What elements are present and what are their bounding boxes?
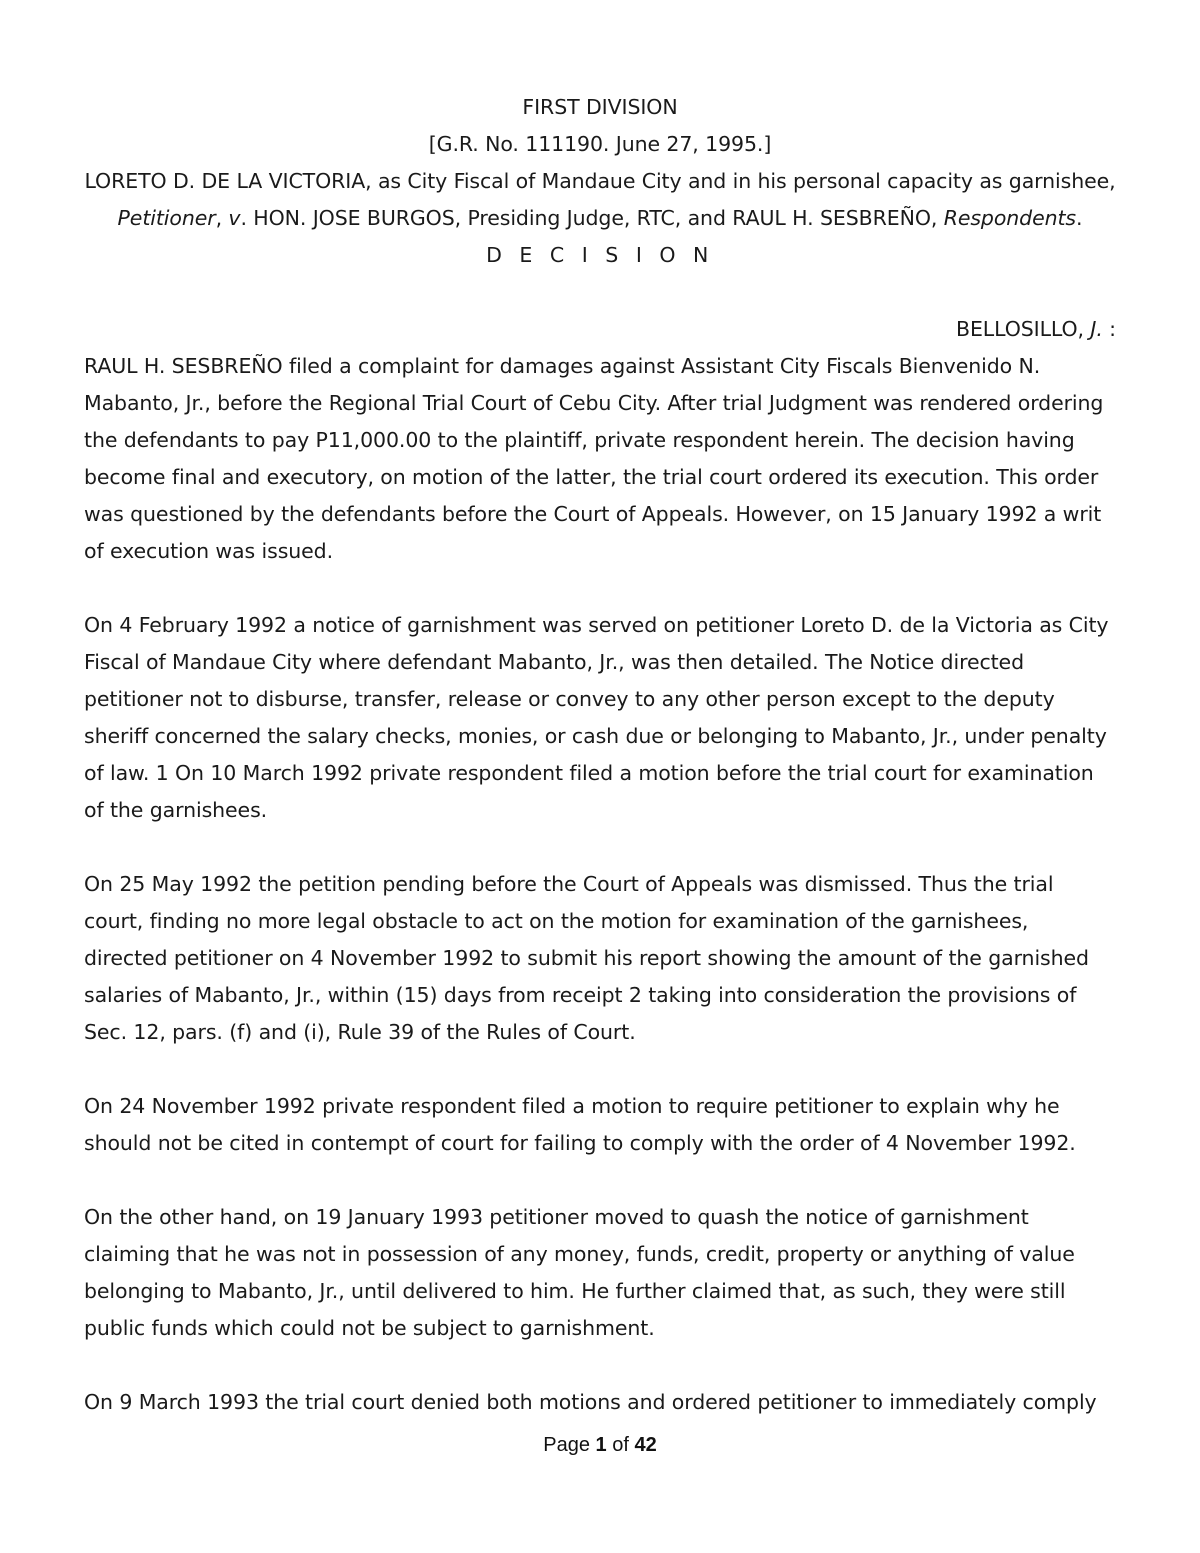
decision-title: D E C I S I O N	[486, 243, 714, 267]
versus-label: v	[228, 206, 241, 230]
ponente-title: J.	[1090, 317, 1103, 341]
ponente-line	[84, 311, 1116, 348]
case-parties	[84, 163, 1116, 237]
ponente-name: BELLOSILLO,	[955, 317, 1091, 341]
of-word: of	[606, 1434, 635, 1456]
current-page-number: 1	[595, 1434, 607, 1456]
paragraph: On 24 November 1992 private respondent filed a motion to require petitioner to explain why he should not be cited in contempt of court for failing to comply with the order of 4 November 1992.	[84, 1094, 1076, 1155]
parties-text-2: . HON. JOSE BURGOS, Presiding Judge, RTC, and RAUL H. SESBREÑO,	[240, 206, 944, 230]
case-header	[84, 89, 1116, 274]
page-footer	[0, 1432, 1200, 1458]
petitioner-label: Petitioner	[117, 206, 216, 230]
decision-body	[84, 348, 1116, 1421]
parties-text-1: LORETO D. DE LA VICTORIA, as City Fiscal of Mandaue City and in his personal capacity as garnishee,	[84, 169, 1116, 193]
respondents-label: Respondents	[943, 206, 1077, 230]
page-word: Page	[543, 1434, 596, 1456]
paragraph: On 25 May 1992 the petition pending before the Court of Appeals was dismissed. Thus the trial court, finding no more legal obstacle to act on the motion for examination of the garnishees, directed petitioner on 4 November 1992 to submit his report showing the amount of the garnished salaries of Mabanto, Jr., within (15) days from receipt 2 taking into consideration the provisions of Sec. 12, pars. (f) and (i), Rule 39 of the Rules of Court.	[84, 872, 1089, 1044]
parties-separator: ,	[215, 206, 229, 230]
paragraph: RAUL H. SESBREÑO filed a complaint for damages against Assistant City Fiscals Bienvenido N. Mabanto, Jr., before the Regional Trial Court of Cebu City. After trial Judgment was rendered ordering the defendants to pay P11,000.00 to the plaintiff, private respondent herein. The decision having become final and executory, on motion of the latter, the trial court ordered its execution. This order was questioned by the defendants before the Court of Appeals. However, on 15 January 1992 a writ of execution was issued.	[84, 354, 1104, 563]
total-pages-number: 42	[634, 1434, 657, 1456]
parties-end: .	[1076, 206, 1083, 230]
division-heading: FIRST DIVISION	[522, 95, 678, 119]
case-number: [G.R. No. 111190. June 27, 1995.]	[428, 132, 772, 156]
paragraph: On 4 February 1992 a notice of garnishment was served on petitioner Loreto D. de la Victoria as City Fiscal of Mandaue City where defendant Mabanto, Jr., was then detailed. The Notice directed petitioner not to disburse, transfer, release or convey to any other person except to the deputy sheriff concerned the salary checks, monies, or cash due or belonging to Mabanto, Jr., under penalty of law. 1 On 10 March 1992 private respondent filed a motion before the trial court for examination of the garnishees.	[84, 613, 1109, 822]
paragraph: On 9 March 1993 the trial court denied both motions and ordered petitioner to immediately comply	[84, 1390, 1097, 1414]
paragraph: On the other hand, on 19 January 1993 petitioner moved to quash the notice of garnishment claiming that he was not in possession of any money, funds, credit, property or anything of value belonging to Mabanto, Jr., until delivered to him. He further claimed that, as such, they were still public funds which could not be subject to garnishment.	[84, 1205, 1075, 1340]
ponente-suffix: :	[1102, 317, 1116, 341]
